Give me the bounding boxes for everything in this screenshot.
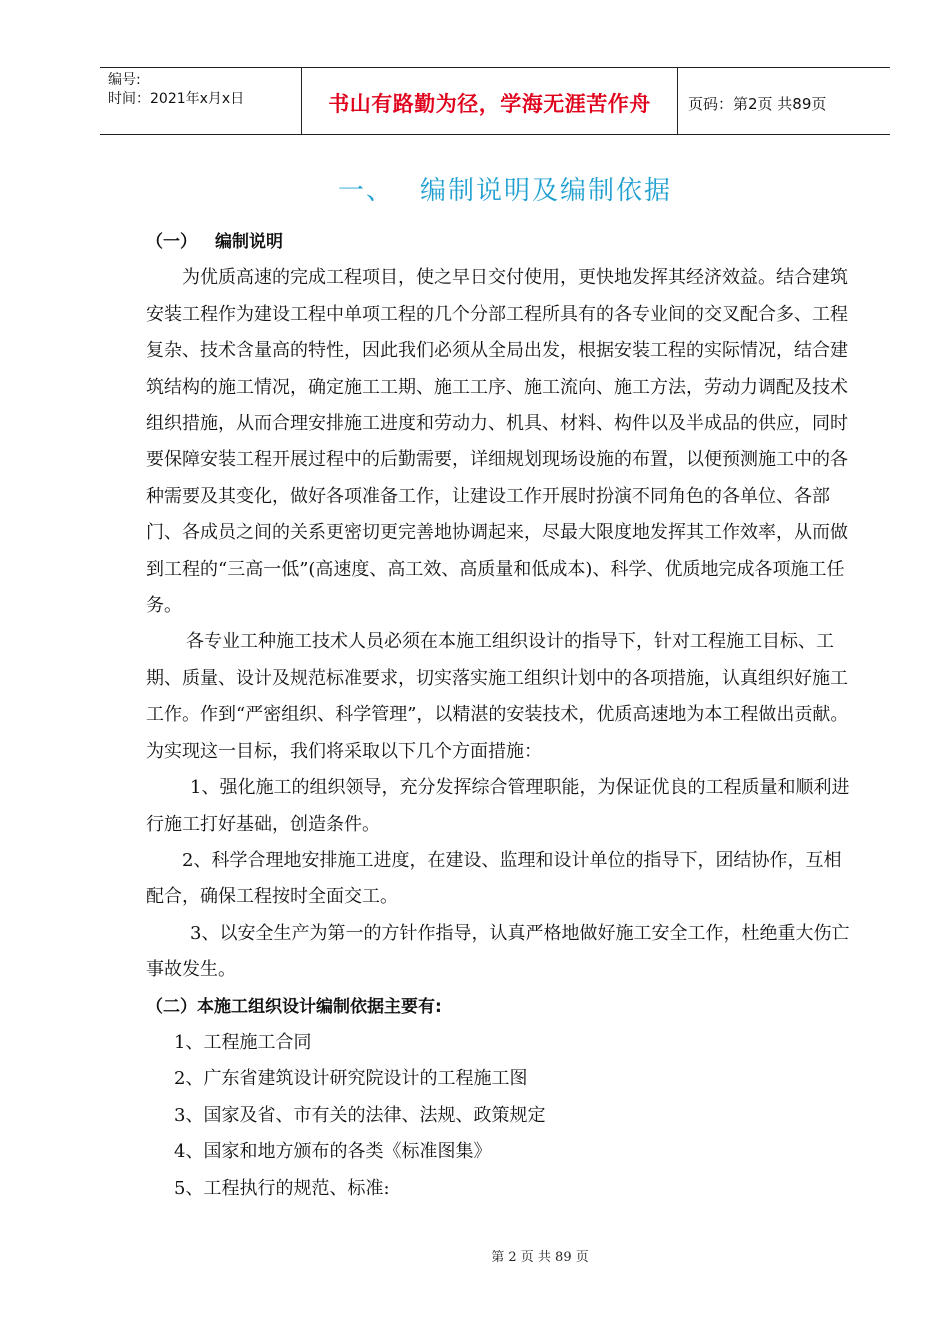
chapter-number: 一、 — [337, 176, 394, 206]
basis-item-5: 5、工程执行的规范、标准: — [174, 1177, 390, 1199]
section-heading-1-num: （一） — [146, 232, 197, 252]
section-heading-1 — [146, 224, 858, 260]
basis-item-3: 3、国家及省、市有关的法律、法规、政策规定 — [174, 1104, 546, 1126]
measure-item-2: 3、以安全生产为第一的方针作指导，认真严格地做好施工安全工作，杜绝重大伤亡事故发生。 — [146, 922, 850, 981]
header-motto-cell — [302, 68, 678, 134]
page-number-label: 页码：第2页 共89页 — [688, 94, 827, 113]
chapter-title-text: 编制说明及编制依据 — [420, 176, 673, 206]
page-footer: 第 2 页 共 89 页 — [491, 1250, 589, 1265]
section-heading-2: （二）本施工组织设计编制依据主要有: — [146, 996, 442, 1017]
measure-item-1: 1、强化施工的组织领导，充分发挥综合管理职能，为保证优良的工程质量和顺利进行施工打好基础，创造条件。 — [146, 777, 850, 835]
measure-item-2: 2、科学合理地安排施工进度，在建设、监理和设计单位的指导下，团结协作，互相配合，确保工程按时全面交工。 — [146, 849, 842, 908]
document-body — [146, 224, 858, 1207]
number-label: 编号: — [108, 72, 141, 88]
basis-item-2: 2、广东省建筑设计研究院设计的工程施工图 — [174, 1068, 528, 1090]
time-label: 时间：2021年x月x日 — [108, 91, 245, 107]
header-info-cell — [100, 68, 302, 134]
header-page-cell — [678, 68, 890, 134]
page-header — [100, 67, 890, 135]
motto-text: 书山有路勤为径，学海无涯苦作舟 — [328, 92, 651, 116]
basis-item-4: 4、国家和地方颁布的各类《标准图集》 — [174, 1141, 492, 1163]
section-heading-1-text: 编制说明 — [215, 232, 283, 252]
chapter-title — [0, 170, 950, 207]
basis-item-1: 1、工程施工合同 — [174, 1031, 312, 1053]
paragraph-2: 各专业工种施工技术人员必须在本施工组织设计的指导下，针对工程施工目标、工期、质量、设计及规范标准要求，切实落实施工组织计划中的各项措施，认真组织好施工工作。作到“严密组织、科学管理”，以精湛的安装技术，优质高速地为本工程做出贡献。为实现这一目标，我们将采取以下几个方面措施： — [146, 631, 849, 762]
paragraph-1: 为优质高速的完成工程项目，使之早日交付使用，更快地发挥其经济效益。结合建筑安装工程作为建设工程中单项工程的几个分部工程所具有的各专业间的交叉配合多、工程复杂、技术含量高的特性，因此我们必须从全局出发，根据安装工程的实际情况，结合建筑结构的施工情况，确定施工工期、施工工序、施工流向、施工方法，劳动力调配及技术组织措施，从而合理安排施工进度和劳动力、机具、材料、构件以及半成品的供应，同时要保障安装工程开展过程中的后勤需要，详细规划现场设施的布置，以便预测施工中的各种需要及其变化，做好各项准备工作，让建设工作开展时扮演不同角色的各单位、各部门、各成员之间的关系更密切更完善地协调起来，尽最大限度地发挥其工作效率，从而做到工程的“三高一低”(高速度、高工效、高质量和低成本)、科学、优质地完成各项施工任务。 — [146, 267, 848, 617]
